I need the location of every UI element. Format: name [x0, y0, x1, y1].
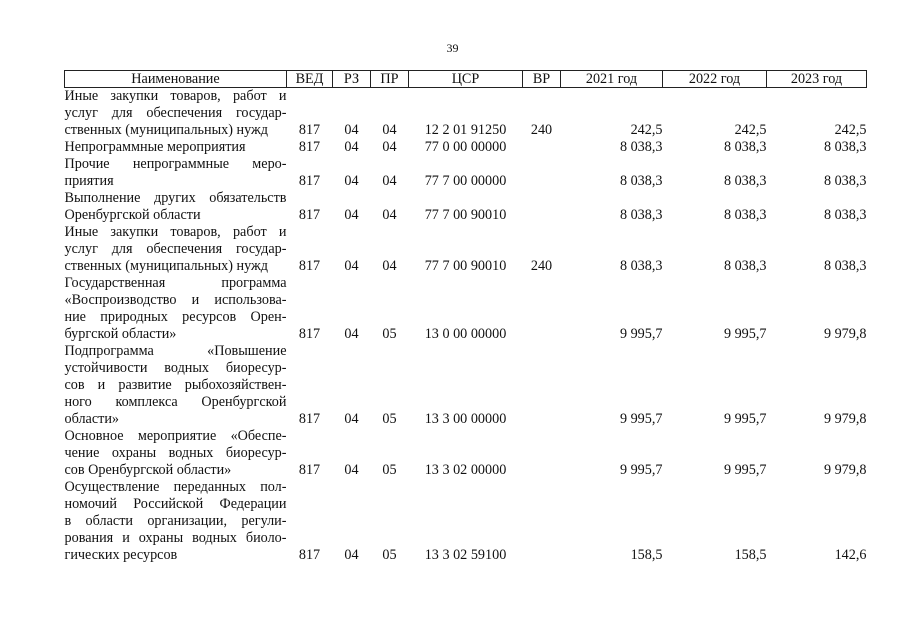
cell-2021: 9 995,7 [619, 326, 663, 342]
cell-vr [523, 139, 561, 156]
cell-name [65, 479, 287, 564]
table-row [65, 343, 867, 428]
cell-ved: 817 [298, 207, 321, 223]
cell-vr: 240 [530, 122, 553, 138]
cell-csr: 13 3 02 59100 [424, 547, 507, 563]
cell-ved: 817 [298, 326, 321, 342]
cell-ved: 817 [298, 547, 321, 563]
cell-ved: 817 [298, 173, 321, 189]
cell-rz: 04 [344, 462, 359, 478]
cell-2023: 142,6 [834, 547, 867, 563]
table-row [65, 156, 867, 190]
name-line: приятия [64, 173, 114, 189]
cell-2021: 8 038,3 [619, 258, 663, 274]
cell-vr [523, 428, 561, 479]
name-line: номочий Российской Федерации [64, 496, 287, 512]
cell-name [65, 275, 287, 343]
name-line: Выполнение других обязательств [64, 190, 287, 206]
col-header-2023: 2023 год [767, 71, 867, 88]
cell-2023: 9 979,8 [823, 326, 867, 342]
cell-2021: 8 038,3 [619, 207, 663, 223]
cell-rz: 04 [344, 411, 359, 427]
cell-2022: 242,5 [734, 122, 767, 138]
name-line: области» [64, 411, 120, 427]
cell-2021: 8 038,3 [619, 139, 663, 155]
cell-rz: 04 [344, 139, 359, 155]
cell-2021: 8 038,3 [619, 173, 663, 189]
table-row [65, 224, 867, 275]
name-line: «Воспроизводство и использова- [64, 292, 287, 308]
cell-ved: 817 [298, 411, 321, 427]
cell-2022: 8 038,3 [723, 173, 767, 189]
name-line: гических ресурсов [64, 547, 178, 563]
table-row [65, 88, 867, 140]
cell-2022: 9 995,7 [723, 411, 767, 427]
cell-vr: 240 [530, 258, 553, 274]
name-line: в области организации, регули- [64, 513, 287, 529]
table-row [65, 479, 867, 564]
cell-pr: 05 [382, 547, 397, 563]
cell-2022: 8 038,3 [723, 207, 767, 223]
col-header-ved: ВЕД [287, 71, 333, 88]
cell-pr: 05 [382, 326, 397, 342]
cell-vr [523, 190, 561, 224]
cell-pr: 04 [382, 173, 397, 189]
name-line: Непрограммные мероприятия [64, 139, 246, 155]
name-line: Подпрограмма «Повышение [64, 343, 287, 359]
name-line: Государственная программа [64, 275, 287, 291]
cell-vr [523, 275, 561, 343]
cell-pr: 04 [382, 258, 397, 274]
table-row [65, 275, 867, 343]
cell-2022: 8 038,3 [723, 258, 767, 274]
cell-2021: 9 995,7 [619, 411, 663, 427]
table-body [65, 88, 867, 565]
col-header-2022: 2022 год [663, 71, 767, 88]
cell-2022: 158,5 [734, 547, 767, 563]
name-line: сов Оренбургской области» [64, 462, 232, 478]
cell-2022: 9 995,7 [723, 326, 767, 342]
col-header-rz: РЗ [333, 71, 371, 88]
cell-2023: 8 038,3 [823, 139, 867, 155]
name-line: Основное мероприятие «Обеспе- [64, 428, 287, 444]
table-header-row [65, 71, 867, 88]
cell-2023: 9 979,8 [823, 462, 867, 478]
cell-2023: 9 979,8 [823, 411, 867, 427]
cell-2023: 8 038,3 [823, 207, 867, 223]
col-header-csr: ЦСР [409, 71, 523, 88]
cell-csr: 77 7 00 90010 [424, 207, 507, 223]
cell-pr: 04 [382, 122, 397, 138]
page-number: 39 [446, 41, 459, 55]
cell-ved: 817 [298, 139, 321, 155]
cell-vr [523, 156, 561, 190]
name-line: ного комплекса Оренбургской [64, 394, 287, 410]
cell-csr: 77 0 00 00000 [424, 139, 507, 155]
cell-vr [523, 479, 561, 564]
name-line: Иные закупки товаров, работ и [64, 88, 287, 104]
cell-name [65, 428, 287, 479]
table-row [65, 428, 867, 479]
cell-pr: 05 [382, 411, 397, 427]
name-line: Осуществление переданных пол- [64, 479, 287, 495]
cell-csr: 77 7 00 00000 [424, 173, 507, 189]
cell-csr: 13 3 02 00000 [424, 462, 507, 478]
cell-rz: 04 [344, 173, 359, 189]
name-line: бургской области» [64, 326, 177, 342]
cell-2021: 9 995,7 [619, 462, 663, 478]
col-header-2021: 2021 год [561, 71, 663, 88]
cell-pr: 04 [382, 207, 397, 223]
cell-csr: 13 3 00 00000 [424, 411, 507, 427]
cell-name [65, 139, 287, 156]
col-header-pr: ПР [371, 71, 409, 88]
cell-csr: 77 7 00 90010 [424, 258, 507, 274]
cell-rz: 04 [344, 207, 359, 223]
cell-csr: 13 0 00 00000 [424, 326, 507, 342]
name-line: Оренбургской области [64, 207, 201, 223]
cell-rz: 04 [344, 122, 359, 138]
name-line: устойчивости водных биоресур- [64, 360, 287, 376]
cell-2021: 242,5 [630, 122, 663, 138]
cell-rz: 04 [344, 547, 359, 563]
name-line: ственных (муниципальных) нужд [64, 258, 269, 274]
cell-ved: 817 [298, 258, 321, 274]
table-row [65, 139, 867, 156]
cell-2021: 158,5 [630, 547, 663, 563]
cell-name [65, 224, 287, 275]
cell-pr: 04 [382, 139, 397, 155]
name-line: чение охраны водных биоресур- [64, 445, 287, 461]
cell-name [65, 88, 287, 140]
cell-ved: 817 [298, 462, 321, 478]
cell-2023: 8 038,3 [823, 258, 867, 274]
name-line: ние природных ресурсов Орен- [64, 309, 287, 325]
cell-vr [523, 343, 561, 428]
name-line: рования и охраны водных биоло- [64, 530, 287, 546]
cell-2022: 8 038,3 [723, 139, 767, 155]
name-line: сов и развитие рыбохозяйствен- [64, 377, 287, 393]
cell-rz: 04 [344, 258, 359, 274]
cell-rz: 04 [344, 326, 359, 342]
name-line: Иные закупки товаров, работ и [64, 224, 287, 240]
cell-ved: 817 [298, 122, 321, 138]
table-row [65, 190, 867, 224]
cell-2022: 9 995,7 [723, 462, 767, 478]
cell-pr: 05 [382, 462, 397, 478]
name-line: Прочие непрограммные меро- [64, 156, 287, 172]
cell-2023: 8 038,3 [823, 173, 867, 189]
cell-name [65, 156, 287, 190]
col-header-name: Наименование [65, 71, 287, 88]
budget-table [64, 70, 867, 564]
name-line: ственных (муниципальных) нужд [64, 122, 269, 138]
cell-name [65, 190, 287, 224]
name-line: услуг для обеспечения государ- [64, 105, 287, 121]
name-line: услуг для обеспечения государ- [64, 241, 287, 257]
cell-csr: 12 2 01 91250 [424, 122, 507, 138]
cell-name [65, 343, 287, 428]
col-header-vr: ВР [523, 71, 561, 88]
cell-2023: 242,5 [834, 122, 867, 138]
